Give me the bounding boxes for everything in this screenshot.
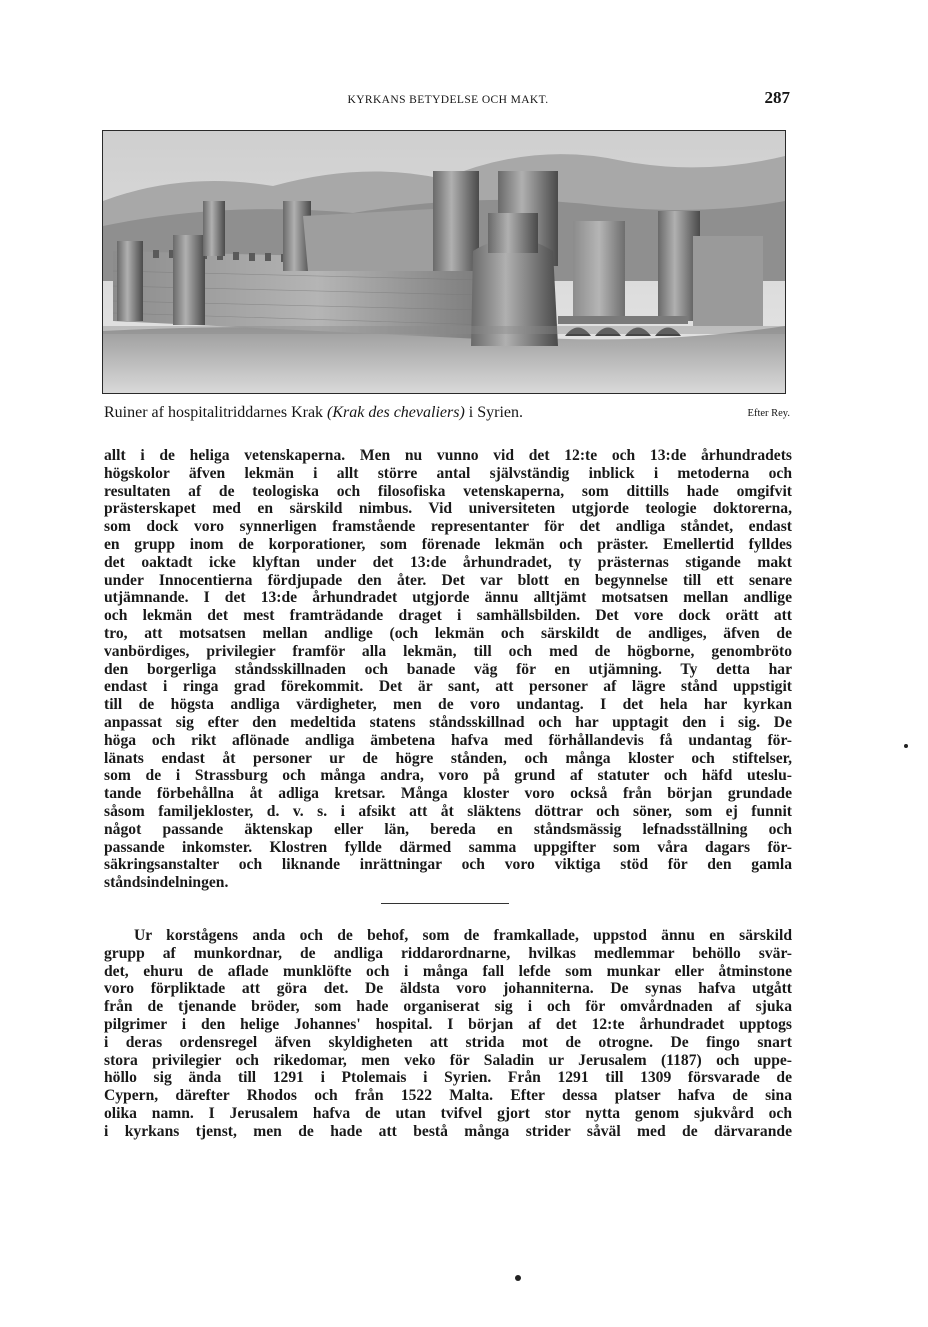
text-line: olika namn. I Jerusalem hafva de utan tvifvel gjort stor nytta genom sjukvård och bbox=[104, 1104, 792, 1122]
text-line: under Innocentierna fördjupade den åter. Det var blott en begynnelse till ett senare bbox=[104, 571, 792, 589]
text-line: utjämnande. I det 13:de århundradet utgjorde ännu alltjämt motsatsen mellan andlige bbox=[104, 589, 792, 607]
print-speck bbox=[904, 744, 908, 748]
text-line: den borgerliga ståndsskillnaden och banade väg för en utjämning. Ty detta har bbox=[104, 660, 792, 678]
text-line: ståndsindelningen. bbox=[104, 874, 229, 892]
text-line: vanbördiges, privilegier framför alla lekmän, till och med de högborne, genombröto bbox=[104, 642, 792, 660]
text-line: en grupp inom de korporationer, som förenade lekmän och präster. Emellertid fylldes bbox=[104, 535, 792, 553]
text-line: pilgrimer i den helige Johannes' hospital. I början af det 12:te århundradet upptogs bbox=[104, 1015, 792, 1033]
paragraph-2 bbox=[104, 927, 792, 1141]
text-line: höga och rikt aflönade andliga ämbetena hafva med förhållandevis få undantag för- bbox=[104, 731, 792, 749]
castle-engraving bbox=[103, 131, 785, 393]
print-speck bbox=[515, 1275, 521, 1281]
caption-suffix: i Syrien. bbox=[464, 404, 523, 421]
text-line: anpassat sig efter den medeltida statens ståndsskillnad och har upptagit den i sig. De bbox=[104, 713, 792, 731]
text-line: tro, att motsatsen mellan andlige (och lekmän och särskildt de andliges, äfven de bbox=[104, 624, 792, 642]
text-line: som de i Strassburg och många andra, voro på grund af statuter och häfd uteslu- bbox=[104, 767, 792, 785]
text-line: säkringsanstalter och liknande inrättningar och voro viktiga stöd för den gamla bbox=[104, 856, 792, 874]
text-line: allt i de heliga vetenskaperna. Men nu vunno vid det 12:te och 13:de århundradets bbox=[104, 447, 792, 464]
text-line: Ur korstågens anda och de behof, som de framkallade, uppstod ännu en särskild bbox=[134, 927, 792, 944]
text-line: passande inkomster. Klostren fyllde därmed samma uppgifter som våra dagars för- bbox=[104, 838, 792, 856]
text-line: något passande äktenskap eller län, bereda en ståndsmässig lefnadsställning och bbox=[104, 820, 792, 838]
castle-illustration bbox=[102, 130, 786, 394]
running-head bbox=[104, 90, 792, 110]
text-line: högskolor äfven lekmän i allt större antal självständig inblick i metoderna och bbox=[104, 464, 792, 482]
text-line: såsom familjekloster, d. v. s. i afsikt att åt släktens döttrar och söner, som ej funnit bbox=[104, 802, 792, 820]
text-line: voro förpliktade att göra det. De äldsta voro johanniterna. De synas hafva utgått bbox=[104, 980, 792, 998]
paragraph-1 bbox=[104, 447, 792, 892]
caption-text bbox=[104, 404, 523, 422]
text-line: prästerskapet med en särskild nimbus. Vid universiteten utgjorde teologie doktorerna, bbox=[104, 500, 792, 518]
text-line: det, ehuru de aflade munklöfte och i många fall lefde som munkar eller åtminstone bbox=[104, 962, 792, 980]
text-line: tande förbehållna åt adliga kretsar. Många kloster voro också från början grundade bbox=[104, 785, 792, 803]
text-line: till de högsta andliga värdigheter, men de voro undantag. I det hela har kyrkan bbox=[104, 696, 792, 714]
text-line: som dock voro synnerligen framstående representanter för det andliga ståndet, endast bbox=[104, 518, 792, 536]
section-divider bbox=[381, 903, 509, 904]
text-line: Cypern, därefter Rhodos och från 1522 Malta. Efter dessa platser hafva de sina bbox=[104, 1087, 792, 1105]
text-line: stora privilegier och rikedomar, men veko för Saladin ur Jerusalem (1187) och uppe- bbox=[104, 1051, 792, 1069]
text-line: och lekmän det mest framträdande draget i samhällsbilden. Det vore dock orätt att bbox=[104, 607, 792, 625]
caption-credit: Efter Rey. bbox=[747, 408, 790, 419]
running-title: KYRKANS BETYDELSE OCH MAKT. bbox=[347, 94, 549, 106]
text-line: från de tjenande bröder, som hade organiserat sig i och för omvårdnaden af sjuka bbox=[104, 998, 792, 1016]
text-line: i kyrkans tjenst, men de hade att bestå många strider såväl med de därvarande bbox=[104, 1122, 792, 1140]
caption-italic: (Krak des chevaliers) bbox=[327, 404, 465, 421]
text-line: i deras ordensregel äfven skyldigheten att strida mot de otrogne. De fingo snart bbox=[104, 1033, 792, 1051]
text-line: det oaktadt icke klyftan under det 13:de århundradet, ty prästernas stigande makt bbox=[104, 553, 792, 571]
page-number: 287 bbox=[764, 88, 790, 107]
caption-prefix: Ruiner af hospitalitriddarnes Krak bbox=[104, 404, 328, 421]
text-line: grupp af munkordnar, de andliga riddarordnarne, hvilkas medlemmar behöllo svär- bbox=[104, 944, 792, 962]
figure-caption bbox=[104, 404, 792, 426]
text-line: endast i ringa grad förekommit. Det är sant, att personer af lägre stånd uppstigit bbox=[104, 678, 792, 696]
text-line: höllo sig ända till 1291 i Ptolemais i Syrien. Från 1291 till 1309 försvarade de bbox=[104, 1069, 792, 1087]
text-line: länats endast åt personer ur de högre stånden, och många kloster och stiftelser, bbox=[104, 749, 792, 767]
text-line: resultaten af de teologiska och filosofiska vetenskaperna, som dittills hade omgifvit bbox=[104, 482, 792, 500]
